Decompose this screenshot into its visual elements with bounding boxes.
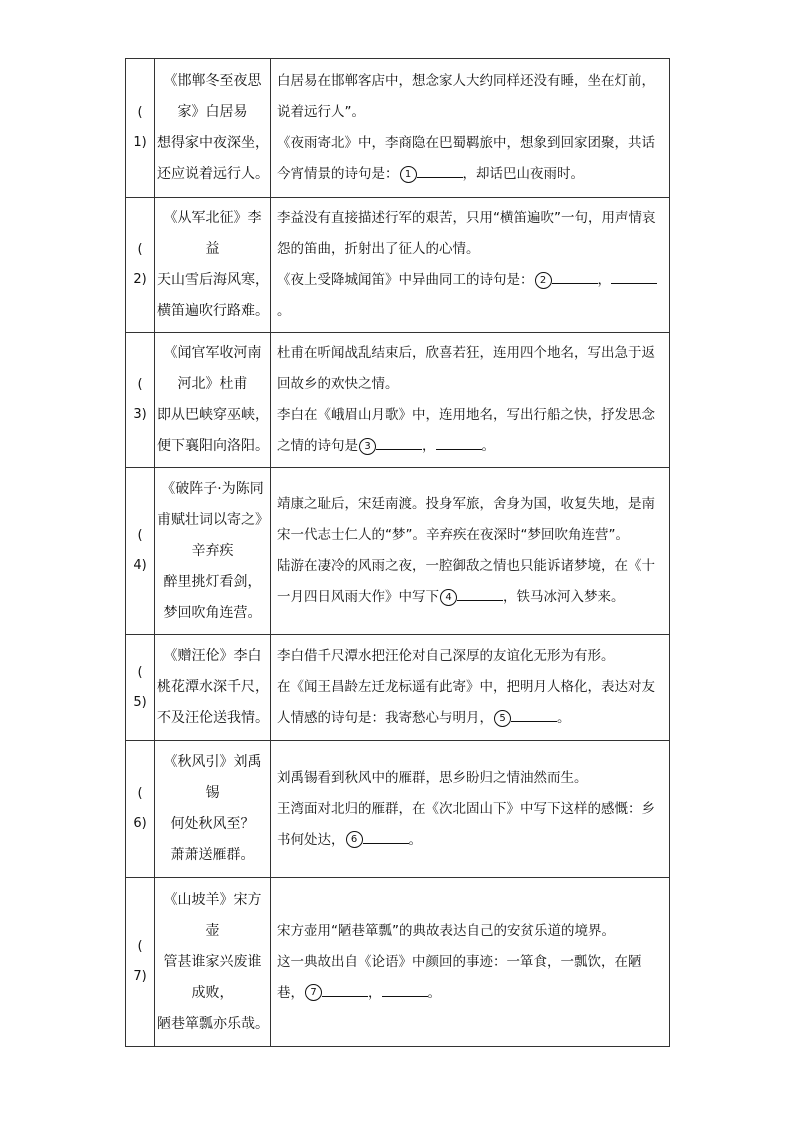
item-number [126,635,155,741]
description-text: 李益没有直接描述行军的艰苦，只用“横笛遍吹”一句，用声情哀怨的笛曲，折射出了征人的心情。 [277,210,656,257]
description-text: 《夜上受降城闻笛》中异曲同工的诗句是： [277,272,534,288]
table-row [126,468,670,635]
poem-line: 甫赋壮词以寄之》 [157,511,269,528]
answer-blank[interactable] [376,435,422,450]
poem-line: 梦回吹角连营。 [163,604,262,621]
table-row [126,878,670,1047]
description-line [277,66,663,128]
poem-line: 何处秋风至？ [170,816,255,832]
poem-line: 便下襄阳向洛阳。 [157,438,269,454]
description-line [277,489,663,551]
item-number [126,468,155,635]
description-text: 王湾面对北归的雁群，在《次北固山下》中写下这样的感慨：乡书何处达， [277,800,655,848]
description-cell [271,468,670,635]
item-number-part: 2) [133,272,147,287]
description-line [277,794,663,856]
item-number [126,741,155,878]
table-row [126,59,670,198]
poem-line: 辛弃疾 [191,542,234,559]
description-line [277,641,663,672]
answer-number-badge: 5 [494,710,511,727]
answer-suffix: ， [368,984,382,1001]
item-number [126,878,155,1047]
description-text: 杜甫在听闻战乱结束后，欣喜若狂，连用四个地名，写出急于返回故乡的欢快之情。 [277,345,655,392]
item-number-part: 4) [133,558,147,573]
description-line [277,551,663,613]
item-number-part: ( [137,242,143,257]
description-text: 刘禹锡看到秋风中的雁群，思乡盼归之情油然而生。 [277,769,588,786]
poem-line: 横笛遍吹行路难。 [157,303,269,319]
poem-line: 《邯郸冬至夜思 [163,73,262,89]
poem-cell [155,59,271,198]
poem-line: 益 [205,241,220,257]
description-text: 这一典故出自《论语》中颜回的事迹：一箪食，一瓢饮，在陋巷， [277,953,642,1001]
description-text: 李白借千尺潭水把汪伦对自己深厚的友谊化无形为有形。 [277,648,615,664]
poem-cell [155,878,271,1047]
poetry-fill-table [125,58,670,1047]
description-text: 李白在《峨眉山月歌》中，连用地名，写出行船之快，抒发思念之情的诗句是 [277,407,655,454]
description-cell [271,59,670,198]
item-number-part: ( [137,786,143,801]
answer-number-badge: 4 [440,589,457,606]
answer-blank[interactable] [511,707,557,722]
poem-line: 壶 [205,922,220,939]
answer-blank[interactable] [363,829,409,844]
answer-number-badge: 2 [535,272,552,289]
answer-suffix: ， [422,438,436,454]
description-text: 陆游在凄冷的风雨之夜，一腔御敌之情也只能诉诸梦境，在《十一月四日风雨大作》中写下 [277,558,655,605]
item-number-part: 5) [133,694,147,710]
poem-cell [155,741,271,878]
description-text: 白居易在邯郸客店中，想念家人大约同样还没有睡，坐在灯前，说着远行人”。 [277,73,655,120]
description-text: 宋方壶用“陋巷箪瓢”的典故表达自己的安贫乐道的境界。 [277,922,615,939]
item-number-part: 1) [133,135,147,150]
poem-line: 不及汪伦送我情。 [157,710,269,726]
poem-line: 想得家中夜深坐， [157,135,269,151]
poem-line: 醉里挑灯看剑， [163,573,262,590]
description-line [277,338,663,400]
description-cell [271,878,670,1047]
item-number [126,59,155,198]
description-cell [271,333,670,468]
poem-line: 即从巴峡穿巫峡， [157,407,269,423]
poem-line: 天山雪后海风寒， [157,272,269,288]
poem-line: 成败， [191,984,234,1001]
answer-blank[interactable] [417,163,463,178]
table-row [126,635,670,741]
table-row [126,198,670,333]
poem-line: 河北》杜甫 [177,376,248,392]
answer-suffix: ， [597,272,611,288]
item-number-part: 7) [133,969,147,984]
poem-line: 家》白居易 [177,104,248,120]
answer-number-badge: 7 [305,984,322,1001]
description-line [277,947,663,1009]
item-number-part: 6) [133,816,147,831]
item-number-part: ( [137,105,143,120]
item-number-part: ( [137,664,143,680]
poem-line: 《秋风引》刘禹 [163,754,262,770]
description-line [277,265,663,327]
poem-line: 还应说着远行人。 [157,166,269,182]
item-number-part: ( [137,528,143,543]
answer-blank[interactable] [611,269,657,284]
answer-number-badge: 1 [400,166,417,183]
description-text: 在《闻王昌龄左迁龙标遥有此寄》中，把明月人格化，表达对友人情感的诗句是：我寄愁心与明月， [277,679,655,726]
answer-blank[interactable] [382,982,428,997]
answer-suffix: 。 [408,831,422,848]
answer-number-badge: 6 [346,831,363,848]
poem-line: 《赠汪伦》李白 [163,648,262,664]
description-line [277,672,663,734]
item-number [126,198,155,333]
description-line [277,203,663,265]
description-cell [271,635,670,741]
description-line [277,916,663,947]
item-number-part: 3) [133,407,147,422]
description-cell [271,741,670,878]
description-text: 靖康之耻后，宋廷南渡。投身军旅，舍身为国，收复失地，是南宋一代志士仁人的“梦”。辛弃疾在夜深时“梦回吹角连营”。 [277,496,655,543]
poem-line: 锡 [205,785,220,801]
answer-blank[interactable] [436,435,482,450]
poem-line: 《破阵子·为陈同 [161,480,264,497]
poem-cell [155,333,271,468]
answer-blank[interactable] [552,269,598,284]
answer-suffix: ，铁马冰河入梦来。 [503,589,625,605]
answer-suffix: ，却话巴山夜雨时。 [462,166,584,182]
description-line [277,400,663,462]
poem-line: 桃花潭水深千尺， [157,679,269,695]
poem-cell [155,468,271,635]
poem-cell [155,635,271,741]
answer-suffix: 。 [481,438,495,454]
poem-line: 《闻官军收河南 [163,345,262,361]
poem-cell [155,198,271,333]
item-number-part: ( [137,939,143,954]
answer-suffix: 。 [557,710,571,726]
poem-line: 《从军北征》李 [163,210,262,226]
description-cell [271,198,670,333]
answer-blank[interactable] [457,586,503,601]
answer-suffix: 。 [277,303,291,319]
answer-suffix: 。 [427,984,441,1001]
answer-blank[interactable] [322,982,368,997]
description-line [277,128,663,190]
table-row [126,741,670,878]
poem-line: 陋巷箪瓢亦乐哉。 [157,1015,269,1032]
poem-line: 《山坡羊》宋方 [163,891,262,908]
poem-line: 萧萧送雁群。 [170,847,255,863]
poem-line: 管甚谁家兴废谁 [163,953,262,970]
description-text: 《夜雨寄北》中，李商隐在巴蜀羁旅中，想象到回家团聚，共话今宵情景的诗句是： [277,135,655,182]
answer-number-badge: 3 [359,438,376,455]
description-line [277,763,663,794]
table-row [126,333,670,468]
item-number-part: ( [137,377,143,392]
item-number [126,333,155,468]
